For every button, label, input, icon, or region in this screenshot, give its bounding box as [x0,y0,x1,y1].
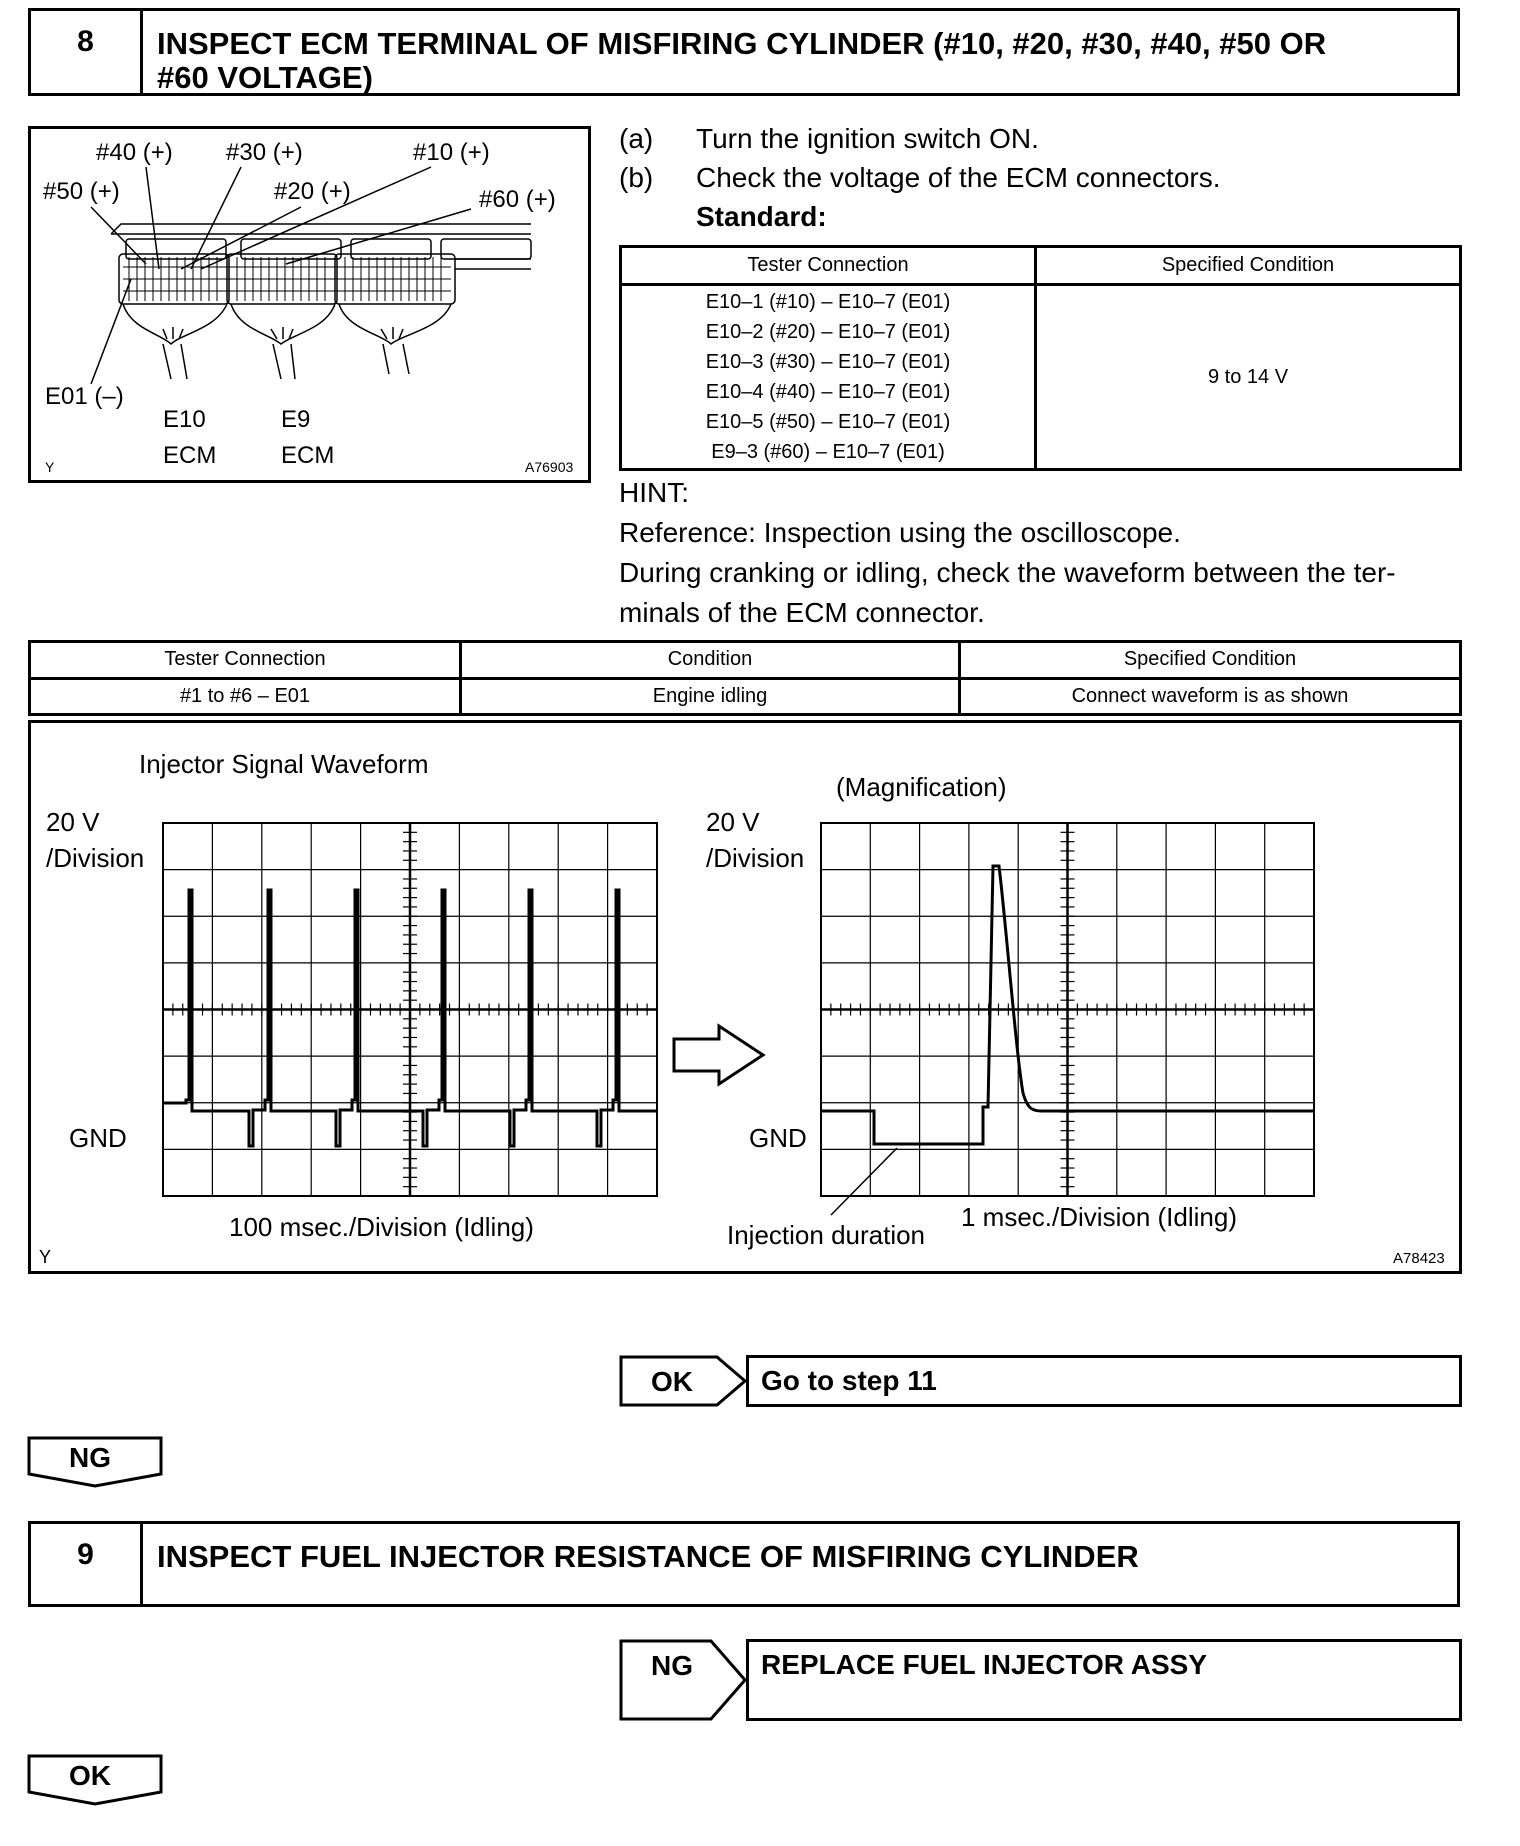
right-volt-scale: 20 V [706,807,760,837]
injection-duration-label: Injection duration [727,1220,926,1250]
magnification-arrow [674,1026,763,1084]
ok-action-text: Go to step 11 [761,1365,937,1396]
waveform-diagram [31,723,1459,1271]
hint-line-2: During cranking or idling, check the waveform between the ter- [619,557,1396,588]
instruction-b-marker: (b) [619,162,654,193]
connection-row: E10–3 (#30) – E10–7 (E01) [705,351,951,373]
label-e10: E10 [163,406,206,433]
step-title: INSPECT FUEL INJECTOR RESISTANCE OF MISFIRING CYLINDER [157,1539,1139,1574]
ok-down-text: OK [69,1760,111,1791]
osc-cell-condition: Engine idling [461,678,960,715]
right-volt-division: /Division [706,843,805,873]
waveform-title: Injector Signal Waveform [139,749,429,779]
waveform-figure [28,720,1462,1274]
right-gnd-label: GND [749,1123,807,1153]
step-number: 9 [31,1524,143,1604]
label-40: #40 (+) [96,139,173,166]
connection-row: E10–5 (#50) – E10–7 (E01) [705,411,951,433]
ng-down-arrow [27,1436,167,1490]
label-10: #10 (+) [413,139,490,166]
instruction-a-marker: (a) [619,123,654,154]
osc-header-specified: Specified Condition [960,642,1461,679]
osc-cell-specified: Connect waveform is as shown [960,678,1461,715]
magnification-label: (Magnification) [836,772,1007,802]
label-e9-ecm: ECM [281,442,335,469]
waveform-y: Y [39,1247,52,1267]
osc-cell-tester: #1 to #6 – E01 [30,678,461,715]
header-specified-condition: Specified Condition [1036,247,1461,285]
step-8-header [28,8,1460,96]
left-time-scale: 100 msec./Division (Idling) [229,1212,534,1242]
ok-result-tag [619,1355,749,1407]
left-volt-scale: 20 V [46,807,100,837]
label-30: #30 (+) [226,139,303,166]
label-e10-ecm: ECM [163,442,217,469]
instruction-b-text: Check the voltage of the ECM connectors. [696,162,1221,193]
right-time-scale: 1 msec./Division (Idling) [961,1202,1237,1232]
connection-row: E10–1 (#10) – E10–7 (E01) [705,291,951,313]
injection-duration-leader [831,1148,897,1215]
connection-row: E9–3 (#60) – E10–7 (E01) [711,441,945,463]
label-60: #60 (+) [479,186,556,213]
step-number: 8 [31,11,143,93]
left-gnd-label: GND [69,1123,127,1153]
ecm-connector-body [111,224,531,304]
osc-header-condition: Condition [461,642,960,679]
ok-down-arrow [27,1754,167,1808]
ok-result-action [746,1355,1462,1407]
ng-result-tag [619,1639,749,1721]
wire-harnesses [123,304,451,379]
ng-tag-text: NG [651,1650,693,1681]
left-volt-division: /Division [46,843,145,873]
header-tester-connection: Tester Connection [621,247,1036,285]
connection-row: E10–4 (#40) – E10–7 (E01) [705,381,951,403]
hint-line-1: Reference: Inspection using the oscilloscope. [619,517,1181,548]
tester-connections-cell [621,285,1036,470]
osc-header-tester: Tester Connection [30,642,461,679]
waveform-code: A78423 [1393,1250,1445,1267]
hint-line-3: minals of the ECM connector. [619,597,985,628]
label-20: #20 (+) [274,178,351,205]
hint-label: HINT: [619,477,689,508]
step-9-header [28,1521,1460,1607]
ng-action-text: REPLACE FUEL INJECTOR ASSY [761,1649,1208,1680]
instruction-a-text: Turn the ignition switch ON. [696,123,1039,154]
figure-code: A76903 [525,459,574,475]
standard-label: Standard: [696,201,827,232]
standard-table [619,245,1462,471]
ok-tag-text: OK [651,1366,693,1397]
ng-down-text: NG [69,1442,111,1473]
connection-row: E10–2 (#20) – E10–7 (E01) [705,321,951,343]
label-e01: E01 (–) [45,383,124,410]
left-oscilloscope-grid [163,823,657,1196]
connector-diagram [31,129,588,480]
connector-figure [28,126,591,483]
right-oscilloscope-grid [821,823,1314,1196]
step-title: INSPECT ECM TERMINAL OF MISFIRING CYLINDER (#10, #20, #30, #40, #50 OR #60 VOLTAGE) [157,26,1327,95]
specified-condition-value: 9 to 14 V [1036,285,1461,470]
label-50: #50 (+) [43,178,120,205]
ng-result-action [746,1639,1462,1721]
oscilloscope-table [28,640,1462,716]
label-e9: E9 [281,406,311,433]
figure-y: Y [45,459,55,475]
